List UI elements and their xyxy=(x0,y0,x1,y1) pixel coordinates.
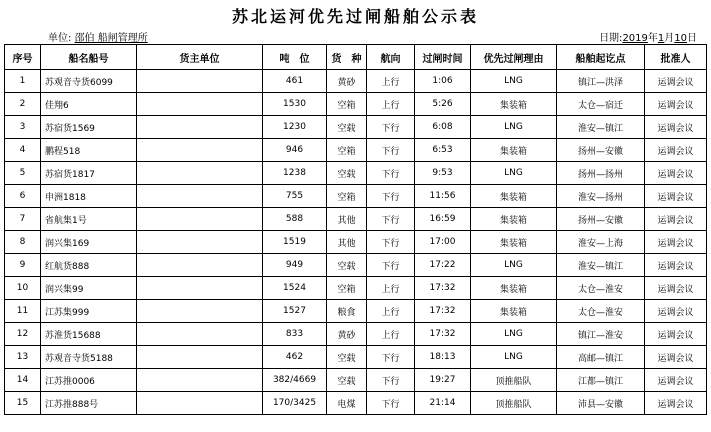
cell-approver: 运调会议 xyxy=(645,369,707,392)
cell-reason: LNG xyxy=(471,70,557,93)
cell-approver: 运调会议 xyxy=(645,93,707,116)
cell-route: 沛县—安徽 xyxy=(557,392,645,415)
table-row xyxy=(5,139,707,162)
cell-no: 5 xyxy=(5,162,41,185)
table-row xyxy=(5,369,707,392)
date-year-suffix: 年 xyxy=(647,33,658,44)
cell-reason: 集装箱 xyxy=(471,300,557,323)
cell-time: 17:00 xyxy=(415,231,471,254)
cell-tonnage: 833 xyxy=(263,323,327,346)
cell-owner xyxy=(137,254,263,277)
cell-ship-name: 苏淮货15688 xyxy=(41,323,137,346)
cell-no: 13 xyxy=(5,346,41,369)
cell-no: 2 xyxy=(5,93,41,116)
cell-approver: 运调会议 xyxy=(645,208,707,231)
table-row xyxy=(5,116,707,139)
date-label: 日期: xyxy=(599,33,623,44)
table-row xyxy=(5,70,707,93)
col-header-route: 船舶起讫点 xyxy=(557,45,645,70)
cell-route: 太仓—宿迁 xyxy=(557,93,645,116)
cell-owner xyxy=(137,185,263,208)
cell-tonnage: 1530 xyxy=(263,93,327,116)
table-row xyxy=(5,254,707,277)
cell-tonnage: 1524 xyxy=(263,277,327,300)
cell-time: 18:13 xyxy=(415,346,471,369)
cell-route: 太仓—淮安 xyxy=(557,277,645,300)
cell-tonnage: 462 xyxy=(263,346,327,369)
cell-owner xyxy=(137,300,263,323)
cell-reason: 顶推船队 xyxy=(471,369,557,392)
cell-cargo: 空箱 xyxy=(327,185,367,208)
table-row xyxy=(5,392,707,415)
cell-owner xyxy=(137,392,263,415)
cell-reason: LNG xyxy=(471,323,557,346)
cell-no: 4 xyxy=(5,139,41,162)
cell-time: 6:53 xyxy=(415,139,471,162)
cell-time: 21:14 xyxy=(415,392,471,415)
page-title: 苏北运河优先过闸船舶公示表 xyxy=(231,7,479,26)
cell-owner xyxy=(137,346,263,369)
col-header-direction: 航向 xyxy=(367,45,415,70)
cell-reason: 顶推船队 xyxy=(471,392,557,415)
col-header-no: 序号 xyxy=(5,45,41,70)
cell-ship-name: 鹏程518 xyxy=(41,139,137,162)
cell-approver: 运调会议 xyxy=(645,323,707,346)
cell-ship-name: 苏宿货1569 xyxy=(41,116,137,139)
cell-no: 14 xyxy=(5,369,41,392)
cell-cargo: 空箱 xyxy=(327,139,367,162)
cell-time: 16:59 xyxy=(415,208,471,231)
cell-cargo: 空载 xyxy=(327,254,367,277)
cell-route: 镇江—洪泽 xyxy=(557,70,645,93)
cell-route: 江都—镇江 xyxy=(557,369,645,392)
cell-no: 7 xyxy=(5,208,41,231)
cell-direction: 下行 xyxy=(367,185,415,208)
date-day: 10 xyxy=(674,33,687,44)
cell-time: 1:06 xyxy=(415,70,471,93)
cell-no: 6 xyxy=(5,185,41,208)
cell-cargo: 空载 xyxy=(327,116,367,139)
cell-no: 11 xyxy=(5,300,41,323)
cell-time: 17:32 xyxy=(415,323,471,346)
cell-direction: 下行 xyxy=(367,254,415,277)
cell-route: 高邮—镇江 xyxy=(557,346,645,369)
cell-time: 17:32 xyxy=(415,277,471,300)
cell-route: 淮安—镇江 xyxy=(557,116,645,139)
unit-value: 邵伯 船闸管理所 xyxy=(74,33,148,44)
cell-ship-name: 苏观音寺货5188 xyxy=(41,346,137,369)
cell-cargo: 空箱 xyxy=(327,277,367,300)
cell-direction: 下行 xyxy=(367,369,415,392)
cell-time: 19:27 xyxy=(415,369,471,392)
date-month: 1 xyxy=(657,33,665,44)
cell-cargo: 黄砂 xyxy=(327,70,367,93)
cell-owner xyxy=(137,93,263,116)
cell-direction: 上行 xyxy=(367,70,415,93)
cell-no: 1 xyxy=(5,70,41,93)
cell-tonnage: 1238 xyxy=(263,162,327,185)
cell-cargo: 空箱 xyxy=(327,93,367,116)
cell-time: 17:22 xyxy=(415,254,471,277)
cell-tonnage: 382/4669 xyxy=(263,369,327,392)
cell-route: 扬州—扬州 xyxy=(557,162,645,185)
cell-approver: 运调会议 xyxy=(645,300,707,323)
cell-direction: 下行 xyxy=(367,231,415,254)
cell-time: 11:56 xyxy=(415,185,471,208)
cell-approver: 运调会议 xyxy=(645,116,707,139)
cell-reason: LNG xyxy=(471,162,557,185)
date-line xyxy=(599,29,697,44)
cell-direction: 上行 xyxy=(367,323,415,346)
cell-route: 淮安—上海 xyxy=(557,231,645,254)
cell-ship-name: 佳翔6 xyxy=(41,93,137,116)
cell-ship-name: 江苏推0006 xyxy=(41,369,137,392)
cell-reason: LNG xyxy=(471,116,557,139)
cell-approver: 运调会议 xyxy=(645,139,707,162)
cell-ship-name: 江苏推888号 xyxy=(41,392,137,415)
table-row xyxy=(5,185,707,208)
table-row xyxy=(5,300,707,323)
cell-route: 淮安—镇江 xyxy=(557,254,645,277)
table-row xyxy=(5,208,707,231)
table-row xyxy=(5,93,707,116)
cell-tonnage: 949 xyxy=(263,254,327,277)
cell-owner xyxy=(137,139,263,162)
unit-label: 单位: xyxy=(48,33,72,44)
date-day-suffix: 日 xyxy=(687,33,697,44)
cell-time: 9:53 xyxy=(415,162,471,185)
cell-ship-name: 润兴集99 xyxy=(41,277,137,300)
cell-approver: 运调会议 xyxy=(645,254,707,277)
cell-reason: 集装箱 xyxy=(471,139,557,162)
table-row xyxy=(5,277,707,300)
col-header-reason: 优先过闸理由 xyxy=(471,45,557,70)
cell-owner xyxy=(137,208,263,231)
cell-approver: 运调会议 xyxy=(645,185,707,208)
unit-line xyxy=(48,29,148,44)
cell-approver: 运调会议 xyxy=(645,277,707,300)
cell-reason: 集装箱 xyxy=(471,185,557,208)
cell-cargo: 其他 xyxy=(327,231,367,254)
cell-no: 12 xyxy=(5,323,41,346)
cell-direction: 下行 xyxy=(367,116,415,139)
cell-tonnage: 1519 xyxy=(263,231,327,254)
cell-approver: 运调会议 xyxy=(645,70,707,93)
cell-owner xyxy=(137,369,263,392)
cell-ship-name: 省航集1号 xyxy=(41,208,137,231)
cell-ship-name: 苏宿货1817 xyxy=(41,162,137,185)
cell-owner xyxy=(137,231,263,254)
cell-owner xyxy=(137,323,263,346)
cell-direction: 上行 xyxy=(367,93,415,116)
table-row xyxy=(5,323,707,346)
cell-no: 3 xyxy=(5,116,41,139)
cell-cargo: 空载 xyxy=(327,369,367,392)
cell-route: 镇江—淮安 xyxy=(557,323,645,346)
date-month-suffix: 月 xyxy=(664,33,675,44)
cell-cargo: 电煤 xyxy=(327,392,367,415)
cell-owner xyxy=(137,162,263,185)
cell-owner xyxy=(137,277,263,300)
cell-direction: 下行 xyxy=(367,208,415,231)
cell-reason: 集装箱 xyxy=(471,93,557,116)
col-header-tonnage: 吨 位 xyxy=(263,45,327,70)
cell-ship-name: 江苏集999 xyxy=(41,300,137,323)
table-row xyxy=(5,162,707,185)
cell-cargo: 粮食 xyxy=(327,300,367,323)
cell-route: 扬州—安徽 xyxy=(557,208,645,231)
col-header-approver: 批准人 xyxy=(645,45,707,70)
cell-owner xyxy=(137,70,263,93)
cell-approver: 运调会议 xyxy=(645,346,707,369)
cell-cargo: 黄砂 xyxy=(327,323,367,346)
cell-tonnage: 755 xyxy=(263,185,327,208)
cell-direction: 下行 xyxy=(367,392,415,415)
cell-ship-name: 红航货888 xyxy=(41,254,137,277)
date-year: 2019 xyxy=(622,33,648,44)
cell-cargo: 空载 xyxy=(327,162,367,185)
cell-no: 8 xyxy=(5,231,41,254)
cell-route: 太仓—淮安 xyxy=(557,300,645,323)
cell-reason: 集装箱 xyxy=(471,277,557,300)
cell-direction: 上行 xyxy=(367,277,415,300)
cell-no: 10 xyxy=(5,277,41,300)
cell-approver: 运调会议 xyxy=(645,231,707,254)
cell-tonnage: 1527 xyxy=(263,300,327,323)
cell-tonnage: 588 xyxy=(263,208,327,231)
cell-ship-name: 润兴集169 xyxy=(41,231,137,254)
cell-tonnage: 170/3425 xyxy=(263,392,327,415)
cell-tonnage: 461 xyxy=(263,70,327,93)
col-header-time: 过闸时间 xyxy=(415,45,471,70)
cell-time: 6:08 xyxy=(415,116,471,139)
col-header-owner: 货主单位 xyxy=(137,45,263,70)
cell-no: 9 xyxy=(5,254,41,277)
col-header-ship: 船名船号 xyxy=(41,45,137,70)
ship-table xyxy=(4,44,707,415)
cell-ship-name: 苏观音寺货6099 xyxy=(41,70,137,93)
cell-reason: 集装箱 xyxy=(471,231,557,254)
cell-direction: 上行 xyxy=(367,300,415,323)
cell-owner xyxy=(137,116,263,139)
table-body xyxy=(5,70,707,415)
cell-ship-name: 申洲1818 xyxy=(41,185,137,208)
table-row xyxy=(5,346,707,369)
cell-tonnage: 946 xyxy=(263,139,327,162)
cell-route: 淮安—扬州 xyxy=(557,185,645,208)
col-header-cargo: 货 种 xyxy=(327,45,367,70)
cell-tonnage: 1230 xyxy=(263,116,327,139)
cell-direction: 下行 xyxy=(367,162,415,185)
cell-approver: 运调会议 xyxy=(645,162,707,185)
cell-reason: 集装箱 xyxy=(471,208,557,231)
cell-cargo: 空载 xyxy=(327,346,367,369)
cell-time: 5:26 xyxy=(415,93,471,116)
cell-reason: LNG xyxy=(471,254,557,277)
cell-reason: LNG xyxy=(471,346,557,369)
cell-direction: 下行 xyxy=(367,139,415,162)
cell-no: 15 xyxy=(5,392,41,415)
cell-direction: 下行 xyxy=(367,346,415,369)
cell-time: 17:32 xyxy=(415,300,471,323)
cell-route: 扬州—安徽 xyxy=(557,139,645,162)
table-header-row xyxy=(5,45,707,70)
cell-cargo: 其他 xyxy=(327,208,367,231)
table-row xyxy=(5,231,707,254)
cell-approver: 运调会议 xyxy=(645,392,707,415)
